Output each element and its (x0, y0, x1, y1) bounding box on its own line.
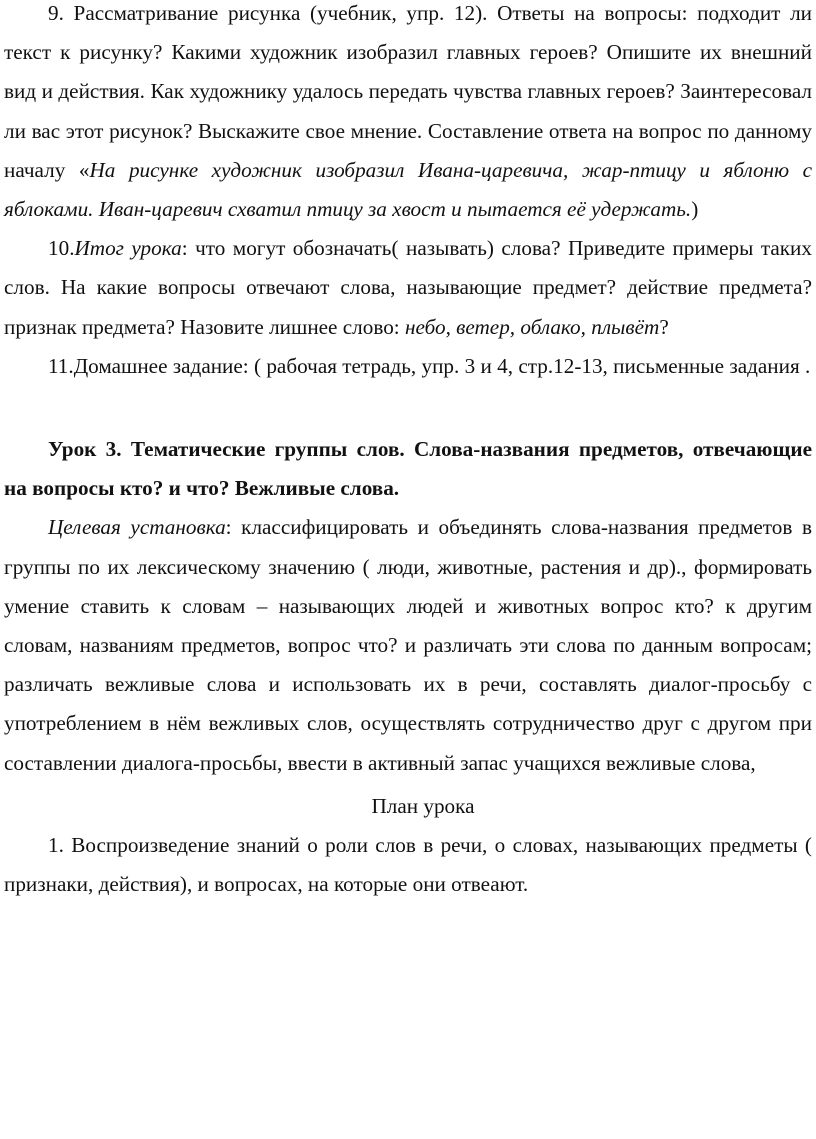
spacer (4, 386, 812, 430)
plan-title: План урока (371, 793, 475, 818)
item-9-paragraph (4, 0, 812, 229)
goal-paragraph (4, 508, 812, 782)
item-9-sample-answer: На рисунке художник изобразил Ивана-царевича, жар-птицу и яблоню с яблоками. Иван-царевич схватил птицу за хвост и пытается её удержать. (4, 157, 812, 222)
item-9-closing: ) (691, 197, 699, 222)
item-9-text: 9. Рассматривание рисунка (учебник, упр. 12). Ответы на вопросы: подходит ли текст к рисунку? Какими художник изобразил главных героев? Опишите их внешний вид и действия. Как художнику удалось передать чувства главных героев? Заинтересовал ли вас этот рисунок? Выскажите свое мнение. Составление ответа на вопрос по данному началу « (4, 1, 812, 182)
goal-text: : классифицировать и объединять слова-названия предметов в группы по их лексическому значению ( люди, животные, растения и др)., формировать умение ставить к словам – называющих людей и животных вопрос кто? к другим словам, названиям предметов, вопрос что? и различать эти слова по данным вопросам; различать вежливые слова и использовать их в речи, составлять диалог-просьбу с употреблением в нём вежливых слов, осуществлять сотрудничество друг с другом при составлении диалога-просьбы, ввести в активный запас учащихся вежливые слова, (4, 515, 812, 775)
item-10-label: Итог урока (74, 236, 182, 261)
item-10-number: 10. (48, 236, 75, 261)
item-10-words: небо, ветер, облако, плывёт (404, 314, 660, 339)
lesson-title-main: Урок 3. Тематические группы слов. Слова-названия предметов, отвечающие на вопросы кто? и что? (4, 437, 812, 501)
lesson-title (4, 430, 812, 508)
item-10-end: ? (659, 314, 669, 339)
lesson-title-polite: Вежливые слова. (234, 476, 400, 501)
item-11-paragraph: 11.Домашнее задание: ( рабочая тетрадь, упр. 3 и 4, стр.12-13, письменные задания . (48, 353, 811, 378)
plan-item-1: 1. Воспроизведение знаний о роли слов в речи, о словах, называющих предметы ( признаки, действия), и вопросах, на которые они отвеают. (4, 833, 812, 897)
goal-label: Целевая установка (48, 515, 226, 540)
item-10-paragraph (4, 229, 812, 347)
item-10-text: : что могут обозначать( называть) слова? Приведите примеры таких слов. На какие вопросы отвечают слова, называющие предмет? действие предмета? признак предмета? Назовите лишнее слово: (4, 236, 812, 339)
